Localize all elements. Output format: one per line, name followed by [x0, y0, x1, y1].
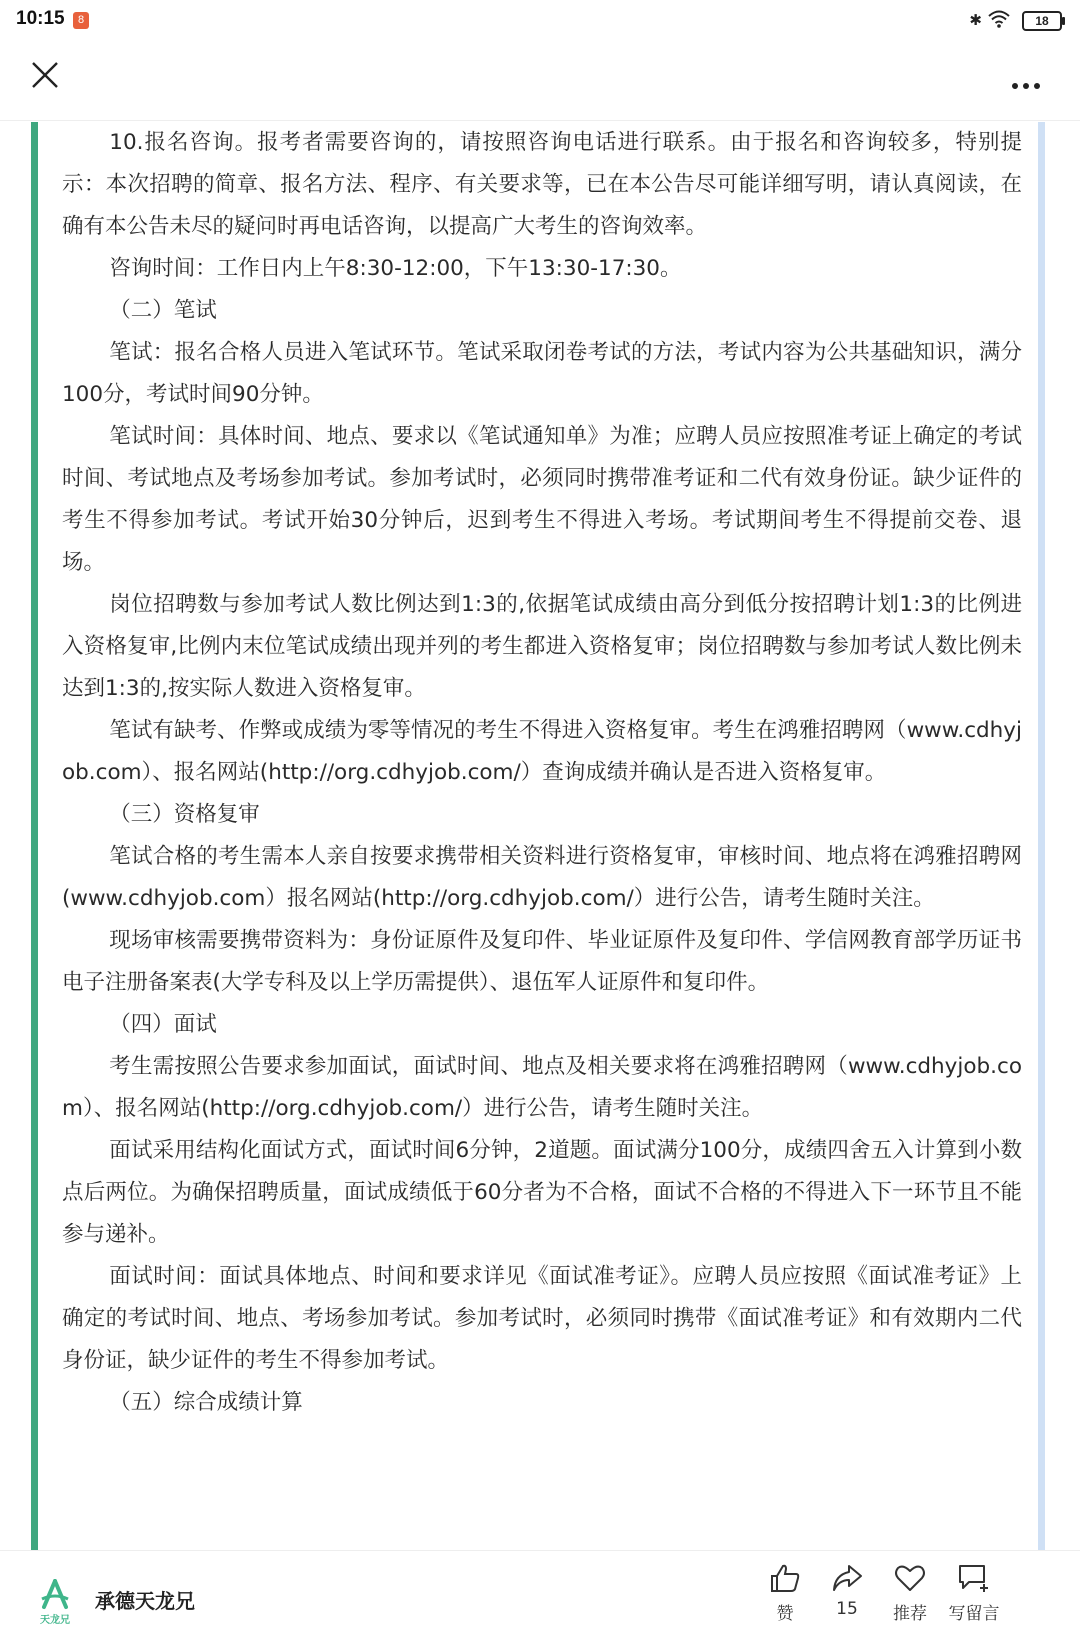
- paragraph: 现场审核需要携带资料为：身份证原件及复印件、毕业证原件及复印件、学信网教育部学历证书电子注册备案表(大学专科及以上学历需提供）、退伍军人证原件和复印件。: [62, 928, 1022, 995]
- paragraph: 笔试：报名合格人员进入笔试环节。笔试采取闭卷考试的方法，考试内容为公共基础知识，满分100分，考试时间90分钟。: [62, 340, 1022, 407]
- comment-button[interactable]: [934, 1563, 1014, 1624]
- share-count: 15: [836, 1599, 858, 1619]
- paragraph: 10.报名咨询。报考者需要咨询的，请按照咨询电话进行联系。由于报名和咨询较多，特别提示：本次招聘的简章、报名方法、程序、有关要求等，已在本公告尽可能详细写明，请认真阅读，在确有本公告未尽的疑问时再电话咨询，以提高广大考生的咨询效率。: [62, 130, 1022, 239]
- paragraph: 笔试有缺考、作弊或成绩为零等情况的考生不得进入资格复审。考生在鸿雅招聘网（www.cdhyjob.com）、报名网站(http://org.cdhyjob.com/）查询成绩并确认是否进入资格复审。: [62, 718, 1022, 785]
- status-time: 10:15: [16, 8, 65, 29]
- paragraph: 考生需按照公告要求参加面试，面试时间、地点及相关要求将在鸿雅招聘网（www.cdhyjob.com）、报名网站(http://org.cdhyjob.com/）进行公告，请考生随时关注。: [62, 1054, 1022, 1121]
- article-content: [0, 122, 1080, 1550]
- paragraph: 面试时间：面试具体地点、时间和要求详见《面试准考证》。应聘人员应按照《面试准考证》上确定的考试时间、地点、考场参加考试。参加考试时，必须同时携带《面试准考证》和有效期内二代身份证，缺少证件的考生不得参加考试。: [62, 1264, 1022, 1373]
- section-heading: （四）面试: [109, 1012, 217, 1037]
- account-name[interactable]: 承德天龙兄: [95, 1589, 195, 1613]
- battery-indicator: 18: [1022, 11, 1062, 31]
- paragraph: 面试采用结构化面试方式，面试时间6分钟，2道题。面试满分100分，成绩四舍五入计算到小数点后两位。为确保招聘质量，面试成绩低于60分者为不合格，面试不合格的不得进入下一环节且不能参与递补。: [62, 1138, 1022, 1247]
- paragraph: 咨询时间：工作日内上午8:30-12:00，下午13:30-17:30。: [109, 256, 682, 281]
- comment-label: 写留言: [948, 1604, 1000, 1624]
- share-icon: [831, 1563, 863, 1593]
- left-accent-bar: [31, 122, 38, 1550]
- close-icon[interactable]: [30, 60, 60, 90]
- recommend-label: 推荐: [893, 1604, 927, 1624]
- section-heading: （五）综合成绩计算: [109, 1390, 303, 1415]
- logo-icon: [34, 1579, 76, 1611]
- paragraph: 笔试合格的考生需本人亲自按要求携带相关资料进行资格复审，审核时间、地点将在鸿雅招聘网(www.cdhyjob.com）报名网站(http://org.cdhyjob.com/）进行公告，请考生随时关注。: [62, 844, 1022, 911]
- nav-bar: [0, 40, 1080, 121]
- account-logo[interactable]: [34, 1579, 76, 1626]
- notification-badge: 8: [73, 12, 89, 29]
- paragraph: 岗位招聘数与参加考试人数比例达到1:3的,依据笔试成绩由高分到低分按招聘计划1:3的比例进入资格复审,比例内末位笔试成绩出现并列的考生都进入资格复审；岗位招聘数与参加考试人数比例未达到1:3的,按实际人数进入资格复审。: [62, 592, 1022, 701]
- section-heading: （三）资格复审: [109, 802, 260, 827]
- status-bar: [0, 0, 1080, 40]
- logo-text: 天龙兄: [40, 1615, 70, 1626]
- more-icon[interactable]: [1007, 74, 1040, 93]
- thumbs-up-icon: [769, 1563, 801, 1593]
- comment-icon: [957, 1563, 991, 1593]
- status-icons: [952, 9, 1062, 31]
- paragraph: 笔试时间：具体时间、地点、要求以《笔试通知单》为准；应聘人员应按照准考证上确定的考试时间、考试地点及考场参加考试。参加考试时，必须同时携带准考证和二代有效身份证。缺少证件的考生不得参加考试。考试开始30分钟后，迟到考生不得进入考场。考试期间考生不得提前交卷、退场。: [62, 424, 1022, 575]
- right-accent-bar: [1038, 122, 1045, 1550]
- like-label: 赞: [776, 1604, 794, 1624]
- heart-icon: [894, 1563, 926, 1593]
- bottom-bar: [0, 1550, 1080, 1644]
- wifi-icon: [988, 9, 1010, 29]
- bluetooth-icon: ✱: [969, 11, 982, 29]
- section-heading: （二）笔试: [109, 298, 217, 323]
- article-body: [62, 122, 1022, 1424]
